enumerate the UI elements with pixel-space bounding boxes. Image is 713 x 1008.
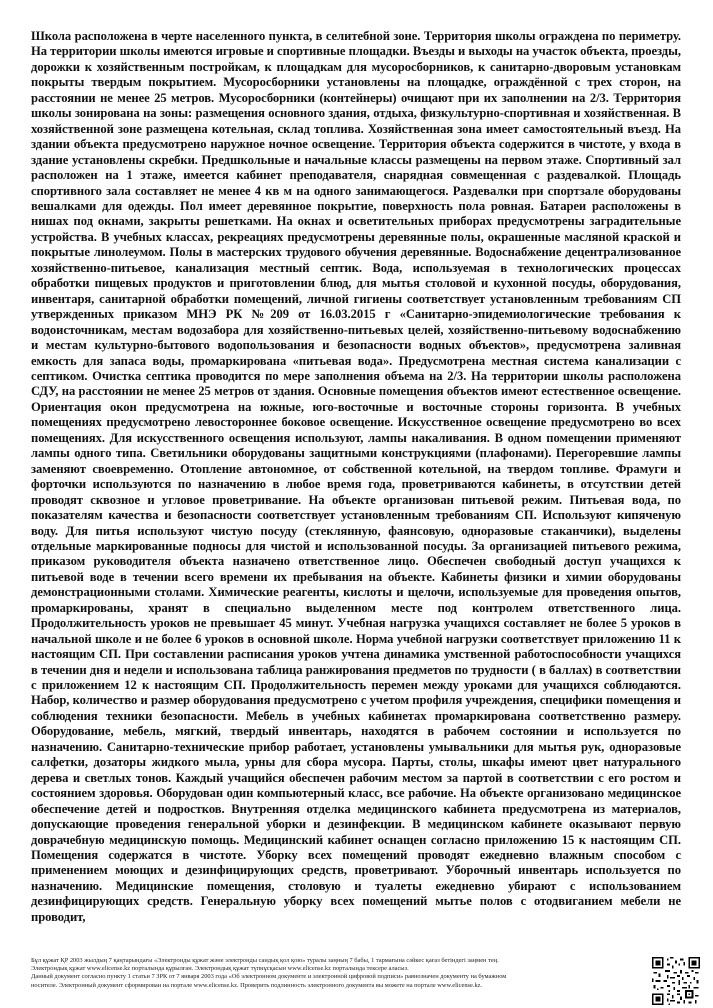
footer-line-kk-2: Электрондық құжат www.elicense.kz порталында құрылған. Электрондық құжат түпнұсқасын www.elicense.kz порталында тексере аласыз.	[31, 965, 409, 973]
body-paragraph: Школа расположена в черте населенного пункта, в селитебной зоне. Территория школы ограждена по периметру. На территории школы имеются игровые и спортивные площадки. Въезды и выходы на участок объекта, проезды, дорожки к хозяйственным постройкам, к площадкам для мусоросборников, к санитарно-дворовым установкам покрыты твердым покрытием. Мусоросборники установлены на площадке, ограждённой с трех сторон, на расстоянии не менее 25 метров. Мусоросборники (контейнеры) очищают при их заполнении на 2/3. Территория школы зонирована на зоны: размещения основного здания, отдыха, физкультурно-спортивная и хозяйственная. В хозяйственной зоне размещена котельная, склад топлива. Хозяйственная зона имеет самостоятельный въезд. На здании объекта предусмотрено наружное ночное освещение. Территория объекта содержится в чистоте, у входа в здание установлены скребки. Предшкольные и начальные классы размещены на первом этаже. Спортивный зал расположен на 1 этаже, имеется кабинет преподавателя, снарядная совмещенная с раздевалкой. Площадь спортивного зала составляет не менее 4 кв м на одного занимающегося. Раздевалки при спортзале оборудованы вешалками для одежды. Пол имеет деревянное покрытие, поверхность пола ровная. Батареи расположены в нишах под окнами, закрыты решетками. На окнах и осветительных приборах предусмотрены заградительные устройства. В учебных классах, рекреациях предусмотрены деревянные полы, окрашенные масляной краской и покрытые линолеумом. Полы в мастерских трудового обучения деревянные. Водоснабжение децентрализованное хозяйственно-питьевое, канализация местный септик. Вода, используемая в технологических процессах обработки пищевых продуктов и приготовлении блюд, для мытья столовой и кухонной посуды, оборудования, инвентаря, санитарной обработки помещений, личной гигиены соответствует установленным требованиям СП утвержденных приказом МНЭ РК №209 от 16.03.2015 г «Санитарно-эпидемиологические требования к водоисточникам, местам водозабора для хозяйственно-питьевых целей, хозяйственно-питьевому водоснабжению и местам культурно-бытового водопользования и безопасности водных объектов», предусмотрена заливная емкость для запаса воды, промаркирована «питьевая вода». Предусмотрена местная система канализации с септиком. Очистка септика проводится по мере заполнения объема на 2/3. На территории школы расположена СДУ, на расстоянии не менее 25 метров от здания. Основные помещения объектов имеют естественное освещение. Ориентация окон предусмотрена на южные, юго-восточные и восточные стороны горизонта. В учебных помещениях предусмотрено левостороннее боковое освещение. Искусственное освещение предусмотрено во всех помещениях. Для искусственного освещения используют, лампы накаливания. В одном помещении применяют лампы одного типа. Светильники оборудованы защитными конструкциями (плафонами). Перегоревшие лампы заменяют своевременно. Отопление автономное, от собственной котельной, на твердом топливе. Фрамуги и форточки используются по назначению в любое время года, проветриваются кабинеты, в отсутствии детей проводят сквозное и угловое проветривание. На объекте организован питьевой режим. Питьевая вода, по показателям качества и безопасности соответствует установленным требованиям СП. Используют кипяченую воду. Для питья используют чистую посуду (стеклянную, фаянсовую, одноразовые стаканчики), выделены отдельные маркированные подносы для чистой и использованной посуды. За организацией питьевого режима, приказом руководителя объекта назначено ответственное лицо. Обеспечен свободный доступ учащихся к питьевой воде в течении всего времени их пребывания на объекте. Кабинеты физики и химии оборудованы демонстрационными столами. Химические реагенты, кислоты и щелочи, используемые для проведения опытов, промаркированы, хранят в специально выделенном месте под контролем ответственного лица. Продолжительность уроков не превышает 45 минут. Учебная нагрузка учащихся составляет не более 5 уроков в начальной школе и не более 6 уроков в основной школе. Норма учебной нагрузки соответствует приложению 11 к настоящим СП. При составлении расписания уроков учтена динамика умственной работоспособности учащихся в течении дня и недели и использована таблица ранжирования предметов по трудности ( в баллах) в соответствии с приложением 12 к настоящим СП. Продолжительность перемен между уроками для учащихся соблюдаются. Набор, количество и размер оборудования предусмотрено с учетом профиля учреждения, специфики помещения и соблюдения техники безопасности. Мебель в учебных кабинетах промаркирована соответственно размеру. Оборудование, мебель, мягкий, твердый инвентарь, находятся в рабочем состоянии и используется по назначению. Санитарно-технические прибор работает, установлены умывальники для мытья рук, одноразовые салфетки, дозаторы жидкого мыла, урны для сбора мусора. Парты, столы, шкафы имеют цвет натурального дерева и светлых тонов. Каждый учащийся обеспечен рабочим местом за партой в соответствии с его ростом и состоянием здоровья. Оборудован один компьютерный класс, все рабочие. На объекте организовано медицинское обеспечение детей и подростков. Внутренняя отделка медицинского кабинета предусмотрена из материалов, допускающие проведения генеральной уборки и дезинфекции. В медицинском кабинете оказывают первую доврачебную медицинскую помощь. Медицинский кабинет оснащен согласно приложению 15 к настоящим СП. Помещения содержатся в чистоте. Уборку всех помещений проводят ежедневно влажным способом с применением моющих и дезинфицирующих средств, проветривают. Уборочный инвентарь используется по назначению. Медицинские помещения, столовую и туалеты ежедневно убирают с использованием дезинфицирующих средств. Генеральную уборку всех помещений мытье полов с отодвиганием мебели не проводит,	[31, 29, 681, 924]
footer-line-kk-1: Бұл құжат ҚР 2003 жылдың 7 қаңтарындағы «Электронды құжат және электронды сандық қол қою» туралы заңның 7 бабы, 1 тармағына сәйкес қағаз бетіндегі заңмен тең.	[31, 957, 499, 964]
qr-code-icon	[652, 957, 700, 1005]
document-body	[31, 29, 681, 925]
footer-line-ru-2: носителе. Электронный документ сформирован на портале www.elicense.kz. Проверить подлинность электронного документа вы можете на портале www.elicense.kz.	[31, 981, 483, 989]
legal-footer	[31, 957, 643, 990]
footer-line-ru-1: Данный документ согласно пункту 1 статьи 7 ЗРК от 7 января 2003 года «Об электронном документе и электронной цифровой подписи» равнозначен документу на бумажном	[31, 973, 507, 981]
